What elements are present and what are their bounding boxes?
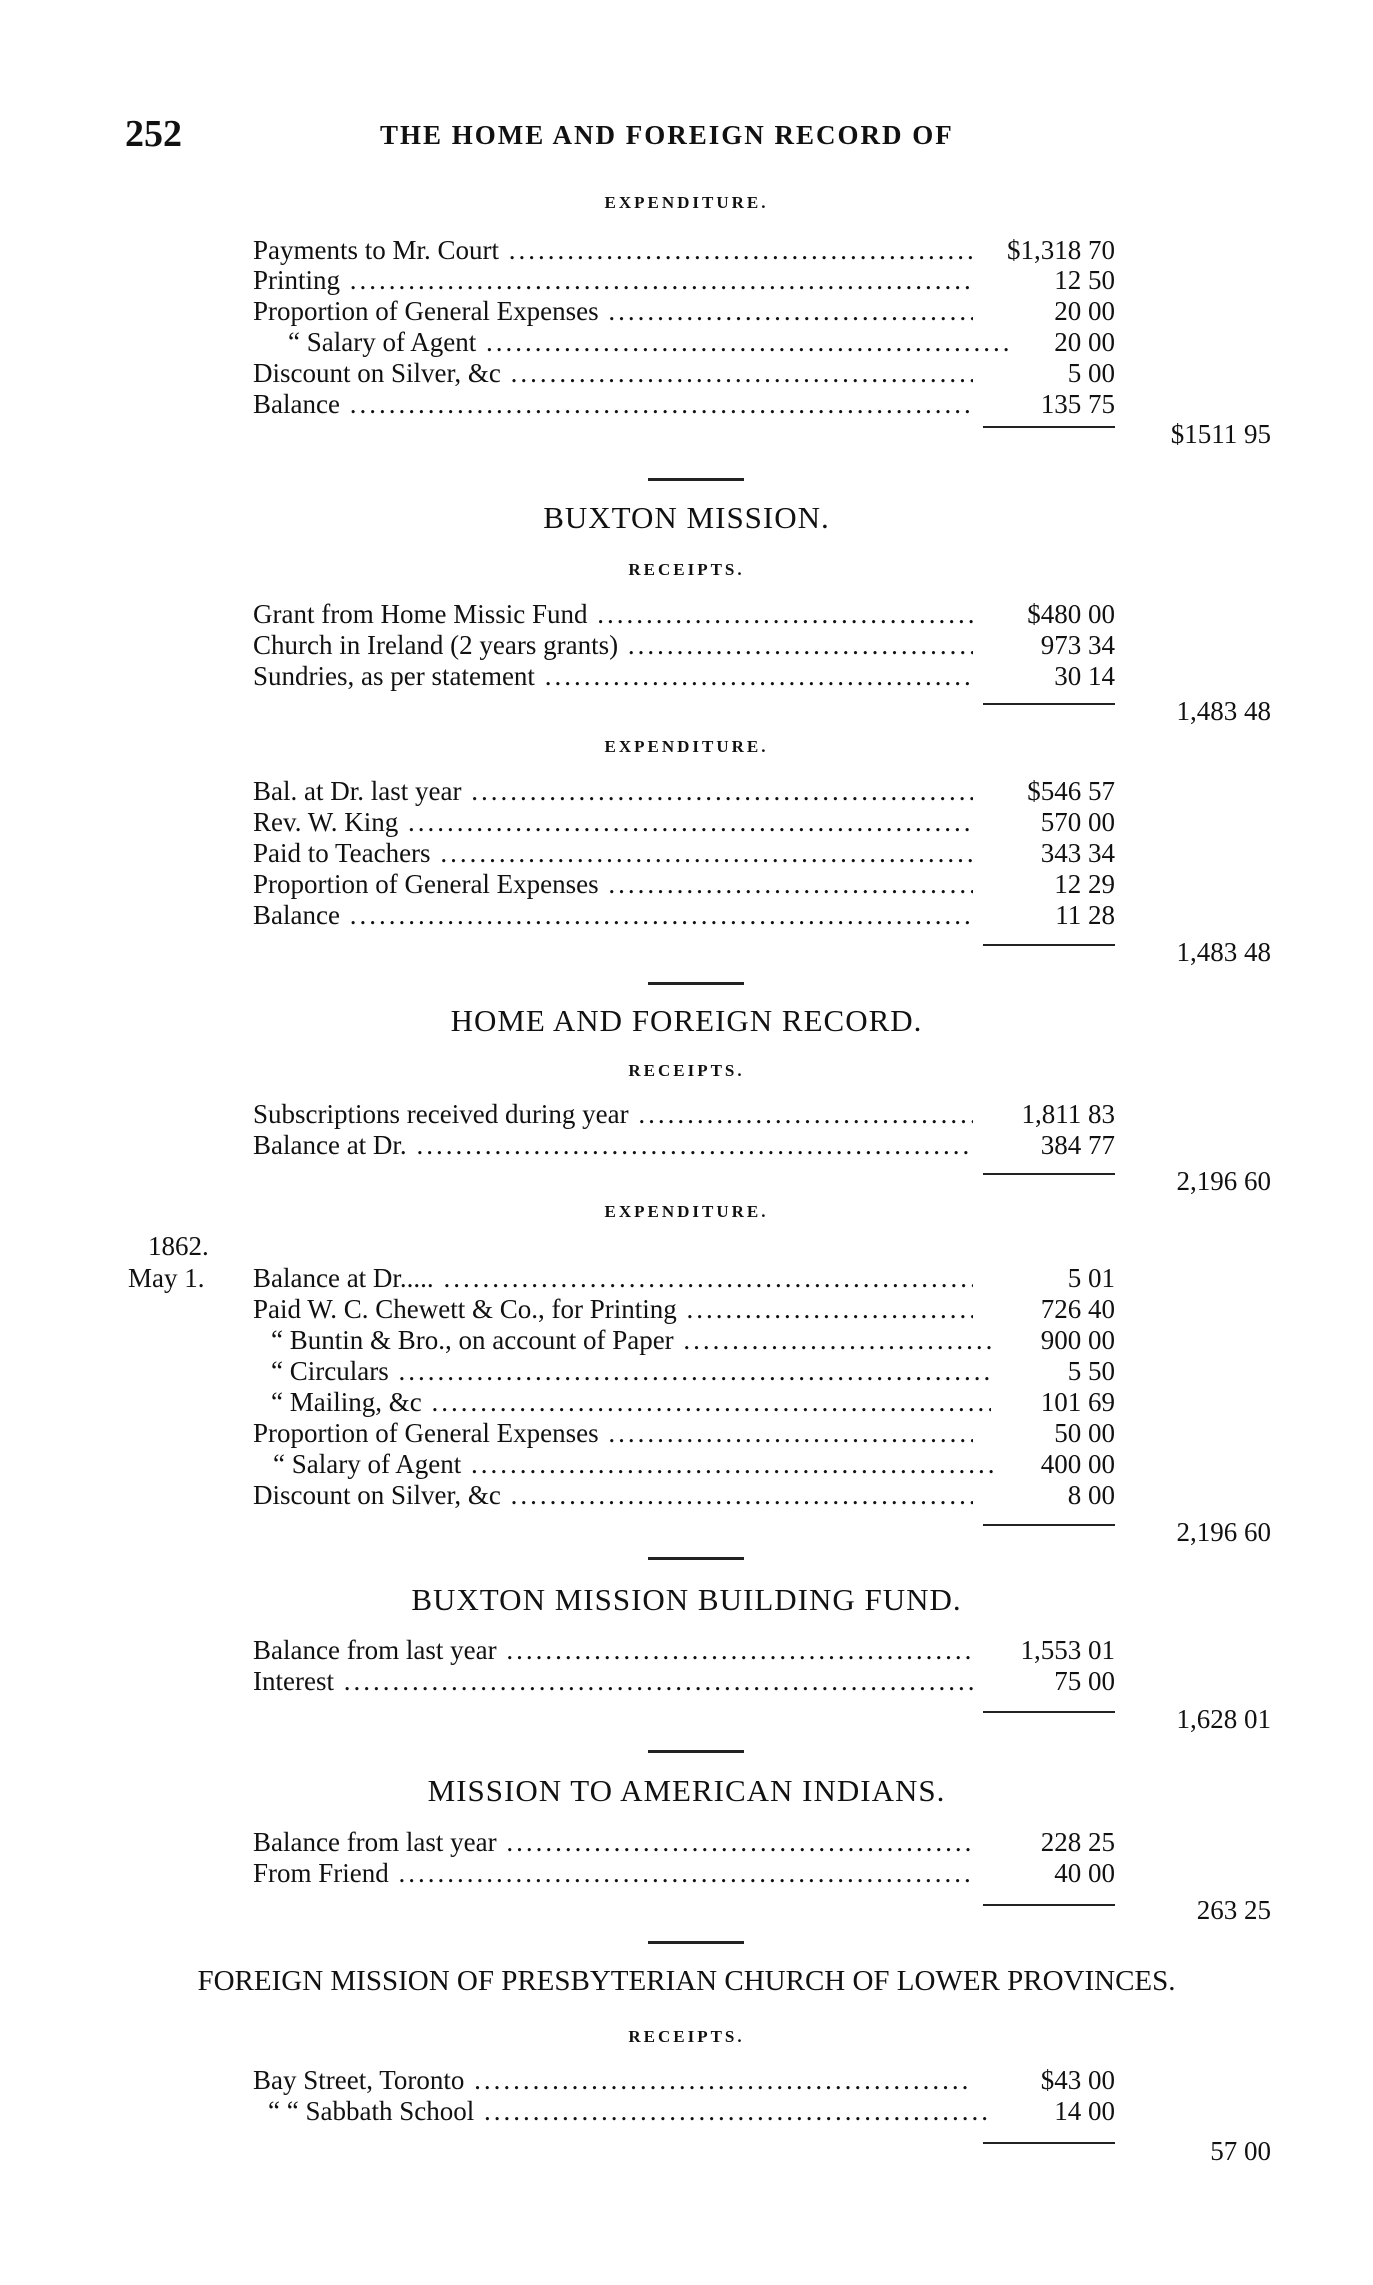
- row-amount: 1,811 83: [1021, 1099, 1115, 1129]
- row-label: Subscriptions received during year .....: [253, 1098, 973, 1130]
- row-amount: 14 00: [1054, 2096, 1115, 2126]
- ledger-row: [0, 2064, 1373, 2096]
- row-label: Payments to Mr. Court .....: [253, 234, 973, 266]
- subheading-expenditure: EXPENDITURE.: [604, 193, 769, 212]
- row-label: Balance from last year .....: [253, 1634, 973, 1666]
- ledger-row: [0, 1129, 1373, 1161]
- row-label: Balance .....: [253, 899, 973, 931]
- ledger-row: [0, 899, 1373, 931]
- ledger-row: [0, 868, 1373, 900]
- row-label: Balance at Dr..... .....: [253, 1262, 973, 1294]
- section-total: 2,196 60: [1176, 1517, 1271, 1547]
- row-amount: 5 01: [1067, 1263, 1115, 1293]
- row-amount: 1,553 01: [1020, 1635, 1115, 1665]
- subheading-receipts: RECEIPTS.: [628, 2027, 745, 2046]
- section-total-row: [0, 1516, 1373, 1548]
- ledger-row: [0, 598, 1373, 630]
- section-total-row: [0, 2135, 1373, 2167]
- section-separator: [648, 478, 744, 481]
- section-title-home-and-foreign-record: HOME AND FOREIGN RECORD.: [450, 1003, 923, 1038]
- page-header: [125, 112, 1275, 162]
- ledger-row: [0, 1448, 1373, 1480]
- row-label: Discount on Silver, &c .....: [253, 357, 973, 389]
- section-total: 1,628 01: [1176, 1704, 1271, 1734]
- row-label: Sundries, as per statement .....: [253, 660, 973, 692]
- row-label: Proportion of General Expenses .....: [253, 295, 973, 327]
- ledger-row: [0, 1479, 1373, 1511]
- row-amount: 5 50: [1067, 1356, 1115, 1386]
- row-label: Church in Ireland (2 years grants) .....: [253, 629, 973, 661]
- running-title: THE HOME AND FOREIGN RECORD OF: [380, 120, 954, 150]
- section-title-buxton-mission: BUXTON MISSION.: [543, 500, 830, 535]
- section-separator: [648, 1750, 744, 1753]
- row-amount: 30 14: [1054, 661, 1115, 691]
- row-amount: 343 34: [1040, 838, 1115, 868]
- row-label: “ “ Sabbath School .....: [253, 2095, 988, 2127]
- ledger-row: [0, 629, 1373, 661]
- row-amount: 900 00: [1040, 1325, 1115, 1355]
- ledger-row: [0, 357, 1373, 389]
- row-label: Proportion of General Expenses .....: [253, 868, 973, 900]
- ledger-row: [0, 388, 1373, 420]
- ledger-row: [0, 1262, 1373, 1294]
- row-label: Balance from last year .....: [253, 1826, 973, 1858]
- section-total: 2,196 60: [1176, 1166, 1271, 1196]
- subheading-receipts: RECEIPTS.: [628, 1061, 745, 1080]
- row-amount: 135 75: [1040, 389, 1115, 419]
- row-label: Paid W. C. Chewett & Co., for Printing .....: [253, 1293, 973, 1325]
- section-total-row: [0, 1703, 1373, 1735]
- row-amount: 726 40: [1040, 1294, 1115, 1324]
- ledger-row: [0, 1293, 1373, 1325]
- ledger-row: [0, 1098, 1373, 1130]
- row-amount: 973 34: [1040, 630, 1115, 660]
- row-label: Bal. at Dr. last year .....: [253, 775, 973, 807]
- ledger-row: [0, 326, 1373, 358]
- ledger-row: [0, 806, 1373, 838]
- row-label: “ Mailing, &c .....: [253, 1386, 991, 1418]
- section-title-building-fund: BUXTON MISSION BUILDING FUND.: [411, 1582, 962, 1617]
- section-title-foreign-mission: FOREIGN MISSION OF PRESBYTERIAN CHURCH OF LOWER PROVINCES.: [197, 1965, 1176, 1997]
- year-label: 1862.: [148, 1231, 209, 1261]
- ledger-row: [0, 1386, 1373, 1418]
- row-label: Grant from Home Missic Fund .....: [253, 598, 973, 630]
- section-total-row: [0, 418, 1373, 450]
- row-amount: 20 00: [1054, 327, 1115, 357]
- ledger-row: [0, 775, 1373, 807]
- section-separator: [648, 982, 744, 985]
- row-amount: $1,318 70: [1007, 235, 1115, 265]
- row-label: “ Buntin & Bro., on account of Paper .....: [253, 1324, 991, 1356]
- row-amount: 5 00: [1067, 358, 1115, 388]
- section-total-row: [0, 936, 1373, 968]
- row-label: Bay Street, Toronto .....: [253, 2064, 973, 2096]
- section-total: 1,483 48: [1176, 696, 1271, 726]
- row-amount: 400 00: [1040, 1449, 1115, 1479]
- ledger-row: [0, 1634, 1373, 1666]
- section-total-row: [0, 1894, 1373, 1926]
- row-label: From Friend .....: [253, 1857, 973, 1889]
- row-label: Printing .....: [253, 264, 973, 296]
- section-total: 263 25: [1196, 1895, 1271, 1925]
- ledger-row: [0, 234, 1373, 266]
- ledger-row: [0, 1857, 1373, 1889]
- row-amount: 75 00: [1054, 1666, 1115, 1696]
- row-amount: 20 00: [1054, 296, 1115, 326]
- page-number: 252: [125, 113, 182, 155]
- row-amount: $546 57: [1027, 776, 1115, 806]
- ledger-row: [0, 295, 1373, 327]
- row-amount: 12 50: [1054, 265, 1115, 295]
- section-total-row: [0, 1165, 1373, 1197]
- row-label: “ Circulars .....: [253, 1355, 991, 1387]
- row-amount: 50 00: [1054, 1418, 1115, 1448]
- ledger-row: [0, 1417, 1373, 1449]
- subheading-expenditure: EXPENDITURE.: [604, 1202, 769, 1221]
- row-amount: 40 00: [1054, 1858, 1115, 1888]
- subheading-expenditure: EXPENDITURE.: [604, 737, 769, 756]
- row-amount: $480 00: [1027, 599, 1115, 629]
- section-total: $1511 95: [1170, 419, 1271, 449]
- section-title-american-indians: MISSION TO AMERICAN INDIANS.: [427, 1773, 946, 1808]
- row-label: Balance .....: [253, 388, 973, 420]
- row-amount: $43 00: [1040, 2065, 1115, 2095]
- row-amount: 228 25: [1040, 1827, 1115, 1857]
- ledger-row: [0, 660, 1373, 692]
- date-label: May 1.: [128, 1263, 205, 1293]
- subheading-receipts: RECEIPTS.: [628, 560, 745, 579]
- ledger-row: [0, 1324, 1373, 1356]
- row-amount: 8 00: [1067, 1480, 1115, 1510]
- ledger-row: [0, 1665, 1373, 1697]
- year-row: [0, 1230, 1373, 1262]
- row-label: “ Salary of Agent .....: [253, 326, 1008, 358]
- ledger-row: [0, 264, 1373, 296]
- ledger-row: [0, 1826, 1373, 1858]
- section-total: 1,483 48: [1176, 937, 1271, 967]
- row-label: “ Salary of Agent .....: [253, 1448, 993, 1480]
- ledger-row: [0, 1355, 1373, 1387]
- row-amount: 384 77: [1040, 1130, 1115, 1160]
- row-label: Rev. W. King .....: [253, 806, 973, 838]
- section-total: 57 00: [1210, 2136, 1271, 2166]
- row-label: Proportion of General Expenses .....: [253, 1417, 973, 1449]
- row-label: Balance at Dr. .....: [253, 1129, 973, 1161]
- row-label: Interest .....: [253, 1665, 973, 1697]
- row-amount: 12 29: [1054, 869, 1115, 899]
- section-separator: [648, 1557, 744, 1560]
- row-label: Paid to Teachers .....: [253, 837, 973, 869]
- row-label: Discount on Silver, &c .....: [253, 1479, 973, 1511]
- ledger-row: [0, 837, 1373, 869]
- section-total-row: [0, 695, 1373, 727]
- row-amount: 101 69: [1040, 1387, 1115, 1417]
- section-separator: [648, 1941, 744, 1944]
- ledger-row: [0, 2095, 1373, 2127]
- row-amount: 570 00: [1040, 807, 1115, 837]
- row-amount: 11 28: [1055, 900, 1115, 930]
